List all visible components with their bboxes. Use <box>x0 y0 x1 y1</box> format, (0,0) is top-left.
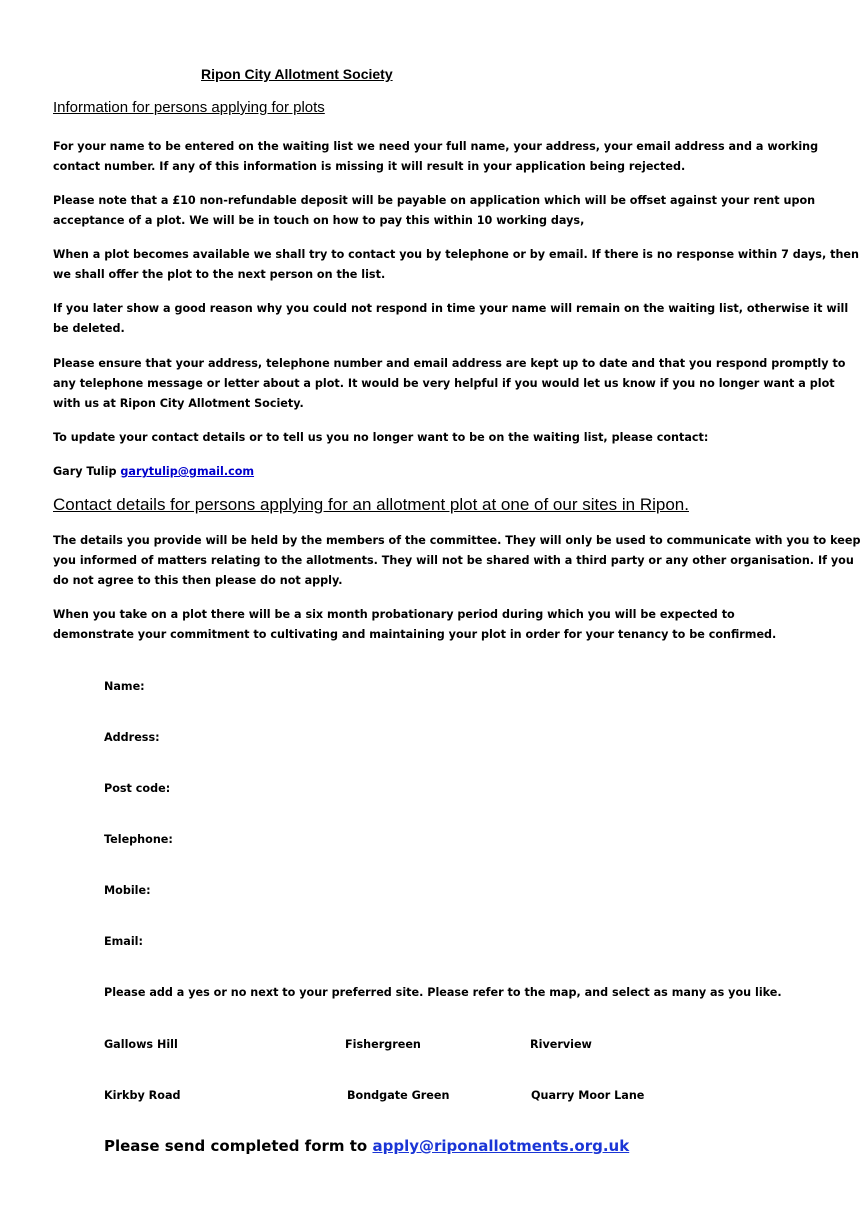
site-fishergreen: Fishergreen <box>345 1038 421 1051</box>
site-gallows-hill: Gallows Hill <box>104 1038 178 1051</box>
paragraph-good-reason: If you later show a good reason why you could not respond in time your name will remain on the waiting list, otherwise it will be deleted. <box>53 302 849 335</box>
site-bondgate-green: Bondgate Green <box>347 1089 450 1102</box>
name-field-label: Name: <box>104 680 145 693</box>
paragraph-privacy: The details you provide will be held by the members of the committee. They will only be used to communicate with you to keep you informed of matters relating to the allotments. They will not be shared with a third party or any other organisation. If you do not agree to this then please do not apply. <box>53 534 861 587</box>
probation-line-2: demonstrate your commitment to cultivating and maintaining your plot in order for your tenancy to be confirmed. <box>53 628 777 641</box>
send-form-line <box>104 1137 629 1155</box>
paragraph-keep-up-to-date: Please ensure that your address, telephone number and email address are kept up to date and that you respond promptly to any telephone message or letter about a plot. It would be very helpful if you would let us know if you no longer want a plot with us at Ripon City Allotment Society. <box>53 357 846 410</box>
probation-line-1: When you take on a plot there will be a six month probationary period during which you will be expected to <box>53 608 735 621</box>
email-field-label: Email: <box>104 935 143 948</box>
paragraph-update-contact: To update your contact details or to tell us you no longer want to be on the waiting list, please contact: <box>53 431 709 444</box>
contact-line <box>53 462 254 482</box>
site-riverview: Riverview <box>530 1038 592 1051</box>
site-instruction: Please add a yes or no next to your preferred site. Please refer to the map, and select as many as you like. <box>104 986 782 999</box>
paragraph-required-details: For your name to be entered on the waiting list we need your full name, your address, your email address and a working contact number. If any of this information is missing it will result in your application being rejected. <box>53 140 819 173</box>
contact-name: Gary Tulip <box>53 465 117 478</box>
paragraph-plot-available: When a plot becomes available we shall try to contact you by telephone or by email. If there is no response within 7 days, then we shall offer the plot to the next person on the list. <box>53 248 859 281</box>
paragraph-deposit: Please note that a £10 non-refundable deposit will be payable on application which will be offset against your rent upon acceptance of a plot. We will be in touch on how to pay this within 10 working days, <box>53 194 816 227</box>
site-quarry-moor-lane: Quarry Moor Lane <box>531 1089 645 1102</box>
site-kirkby-road: Kirkby Road <box>104 1089 181 1102</box>
telephone-field-label: Telephone: <box>104 833 173 846</box>
send-form-text: Please send completed form to <box>104 1137 373 1155</box>
contact-details-heading: Contact details for persons applying for an allotment plot at one of our sites in Ripon. <box>53 495 689 514</box>
contact-email-link[interactable]: garytulip@gmail.com <box>120 465 255 478</box>
page-title: Ripon City Allotment Society <box>201 66 393 82</box>
info-heading: Information for persons applying for plots <box>53 99 325 116</box>
mobile-field-label: Mobile: <box>104 884 151 897</box>
apply-email-link[interactable]: apply@riponallotments.org.uk <box>372 1137 630 1155</box>
address-field-label: Address: <box>104 731 160 744</box>
postcode-field-label: Post code: <box>104 782 171 795</box>
